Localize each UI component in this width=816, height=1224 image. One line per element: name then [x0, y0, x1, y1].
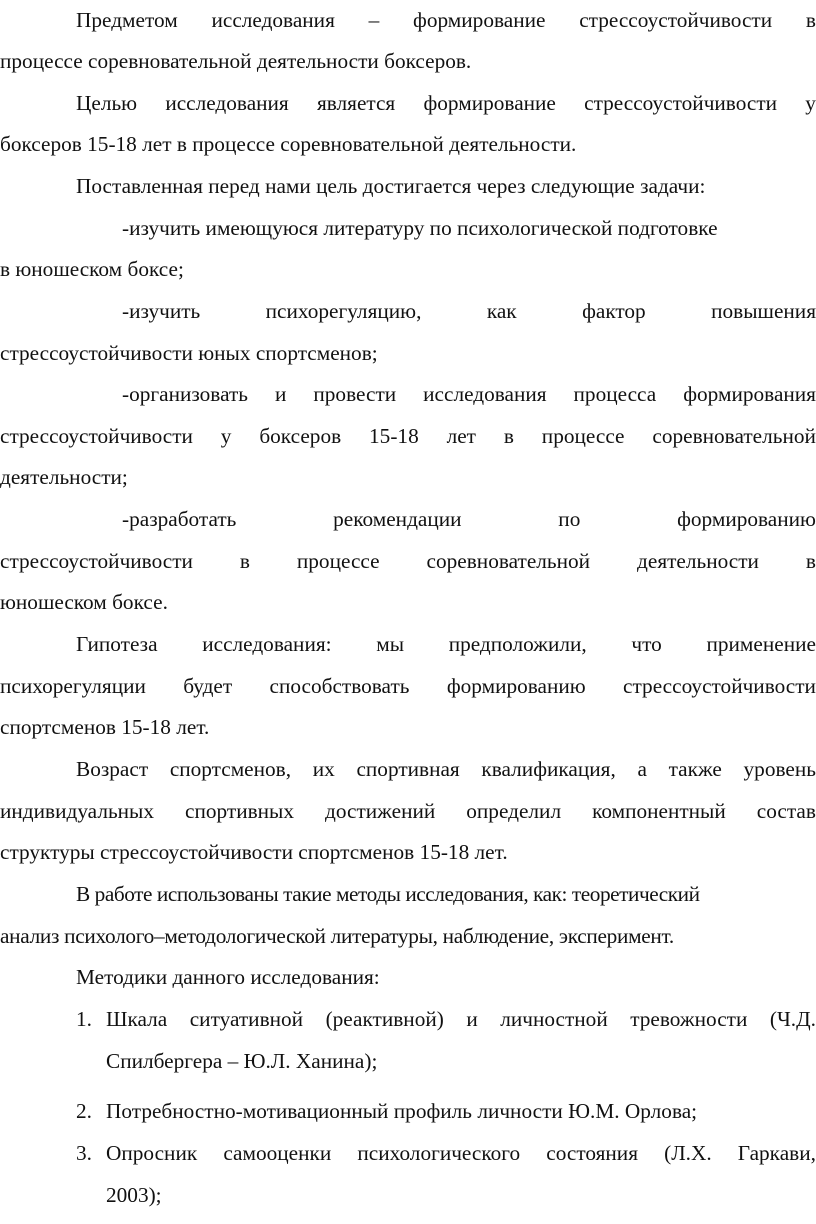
- word: (Л.Х.: [664, 1141, 712, 1165]
- word: фактор: [582, 299, 646, 323]
- task-3-line-1: [0, 378, 816, 410]
- word: а: [637, 757, 647, 781]
- list-item-2-line-1: Потребностно-мотивационный профиль личности Ю.М. Орлова;: [106, 1099, 698, 1123]
- word: соревновательной: [652, 424, 816, 448]
- word: предположили,: [448, 632, 587, 656]
- word: соревновательной: [426, 549, 591, 573]
- word: рекомендации: [333, 507, 462, 531]
- list-item-1-line-1: [106, 1003, 816, 1035]
- word: самооценки: [223, 1141, 332, 1165]
- word: достижений: [325, 799, 436, 823]
- word: Шкала: [106, 1007, 168, 1031]
- word: тревожности: [630, 1007, 748, 1031]
- word: у: [220, 424, 232, 448]
- subject-line-2: процессе соревновательной деятельности боксеров.: [0, 49, 472, 73]
- word: как: [486, 299, 517, 323]
- word: процессе: [541, 424, 625, 448]
- word: психологического: [357, 1141, 521, 1165]
- word: Возраст: [76, 757, 149, 781]
- word: состояния: [546, 1141, 638, 1165]
- word: исследования: [165, 91, 289, 115]
- word: психорегуляции: [0, 674, 146, 698]
- word: -разработать: [122, 507, 237, 531]
- word: стрессоустойчивости: [584, 91, 778, 115]
- word: стрессоустойчивости: [579, 8, 773, 32]
- word: индивидуальных: [0, 799, 155, 823]
- list-number: 1.: [76, 1007, 92, 1031]
- task-4-line-2: [0, 545, 816, 577]
- word: (Ч.Д.: [769, 1007, 816, 1031]
- word: и: [275, 382, 287, 406]
- task-4-line-3: юношеском боксе.: [0, 590, 168, 614]
- word: спортивных: [185, 799, 295, 823]
- techniques-intro: Методики данного исследования:: [76, 965, 380, 989]
- word: формированию: [677, 507, 816, 531]
- word: Гипотеза: [76, 632, 158, 656]
- list-item-3-line-2: 2003);: [106, 1183, 162, 1207]
- list-number: 3.: [76, 1141, 92, 1165]
- word: провести: [313, 382, 397, 406]
- word: психорегуляцию,: [265, 299, 422, 323]
- word: деятельности: [637, 549, 759, 573]
- word: является: [316, 91, 396, 115]
- goal-line-2: боксеров 15-18 лет в процессе соревновательной деятельности.: [0, 132, 577, 156]
- goal-line-1: [0, 87, 816, 119]
- subject-line-1: [0, 4, 816, 36]
- word: в: [805, 549, 816, 573]
- word: Гаркави,: [737, 1141, 816, 1165]
- word: -изучить: [122, 299, 201, 323]
- word: исследования: [211, 8, 335, 32]
- word: -организовать: [122, 382, 249, 406]
- list-number: 2.: [76, 1099, 92, 1123]
- word: процесса: [573, 382, 657, 406]
- age-line-2: [0, 795, 816, 827]
- list-item-3-line-1: [106, 1137, 816, 1169]
- word: формирование: [413, 8, 546, 32]
- word: в: [239, 549, 250, 573]
- word: у: [805, 91, 816, 115]
- list-item-1-line-2: Спилбергера – Ю.Л. Ханина);: [106, 1049, 378, 1073]
- word: процессе: [296, 549, 380, 573]
- word: личностной: [500, 1007, 608, 1031]
- word: что: [631, 632, 662, 656]
- word: компонентный: [592, 799, 726, 823]
- word: спортивная: [356, 757, 460, 781]
- word: квалификация,: [481, 757, 616, 781]
- word: будет: [183, 674, 233, 698]
- word: определил: [466, 799, 562, 823]
- word: их: [312, 757, 335, 781]
- task-4-line-1: [0, 503, 816, 535]
- word: 15-18: [369, 424, 419, 448]
- word: –: [368, 8, 380, 32]
- word: в: [805, 8, 816, 32]
- word: исследования:: [202, 632, 332, 656]
- word: уровень: [743, 757, 816, 781]
- task-2-line-2: стрессоустойчивости юных спортсменов;: [0, 341, 378, 365]
- tasks-intro: Поставленная перед нами цель достигается через следующие задачи:: [76, 174, 706, 198]
- word: применение: [706, 632, 816, 656]
- word: Предметом: [76, 8, 178, 32]
- methods-line-2: анализ психолого–методологической литературы, наблюдение, эксперимент.: [0, 924, 674, 948]
- word: и: [466, 1007, 478, 1031]
- word: стрессоустойчивости: [0, 549, 193, 573]
- methods-line-1: В работе использованы такие методы исследования, как: теоретический: [76, 882, 700, 906]
- task-1-line-2: в юношеском боксе;: [0, 257, 184, 281]
- word: повышения: [711, 299, 816, 323]
- word: спортсменов,: [169, 757, 292, 781]
- word: Опросник: [106, 1141, 198, 1165]
- word: стрессоустойчивости: [623, 674, 816, 698]
- word: ситуативной: [189, 1007, 304, 1031]
- age-line-3: структуры стрессоустойчивости спортсменов 15-18 лет.: [0, 840, 508, 864]
- word: также: [668, 757, 722, 781]
- task-3-line-2: [0, 420, 816, 452]
- task-1-line-1: -изучить имеющуюся литературу по психологической подготовке: [122, 216, 718, 240]
- word: лет: [446, 424, 476, 448]
- task-2-line-1: [0, 295, 816, 327]
- word: формирования: [683, 382, 816, 406]
- word: Целью: [76, 91, 138, 115]
- word: исследования: [423, 382, 547, 406]
- word: мы: [376, 632, 405, 656]
- word: способствовать: [269, 674, 410, 698]
- hypothesis-line-3: спортсменов 15-18 лет.: [0, 715, 210, 739]
- word: стрессоустойчивости: [0, 424, 193, 448]
- word: боксеров: [259, 424, 342, 448]
- hypothesis-line-1: [0, 628, 816, 660]
- hypothesis-line-2: [0, 670, 816, 702]
- word: по: [558, 507, 581, 531]
- word: (реактивной): [325, 1007, 444, 1031]
- word: в: [503, 424, 514, 448]
- task-3-line-3: деятельности;: [0, 465, 128, 489]
- age-line-1: [0, 753, 816, 785]
- word: состав: [756, 799, 816, 823]
- word: формирование: [423, 91, 556, 115]
- word: формированию: [446, 674, 586, 698]
